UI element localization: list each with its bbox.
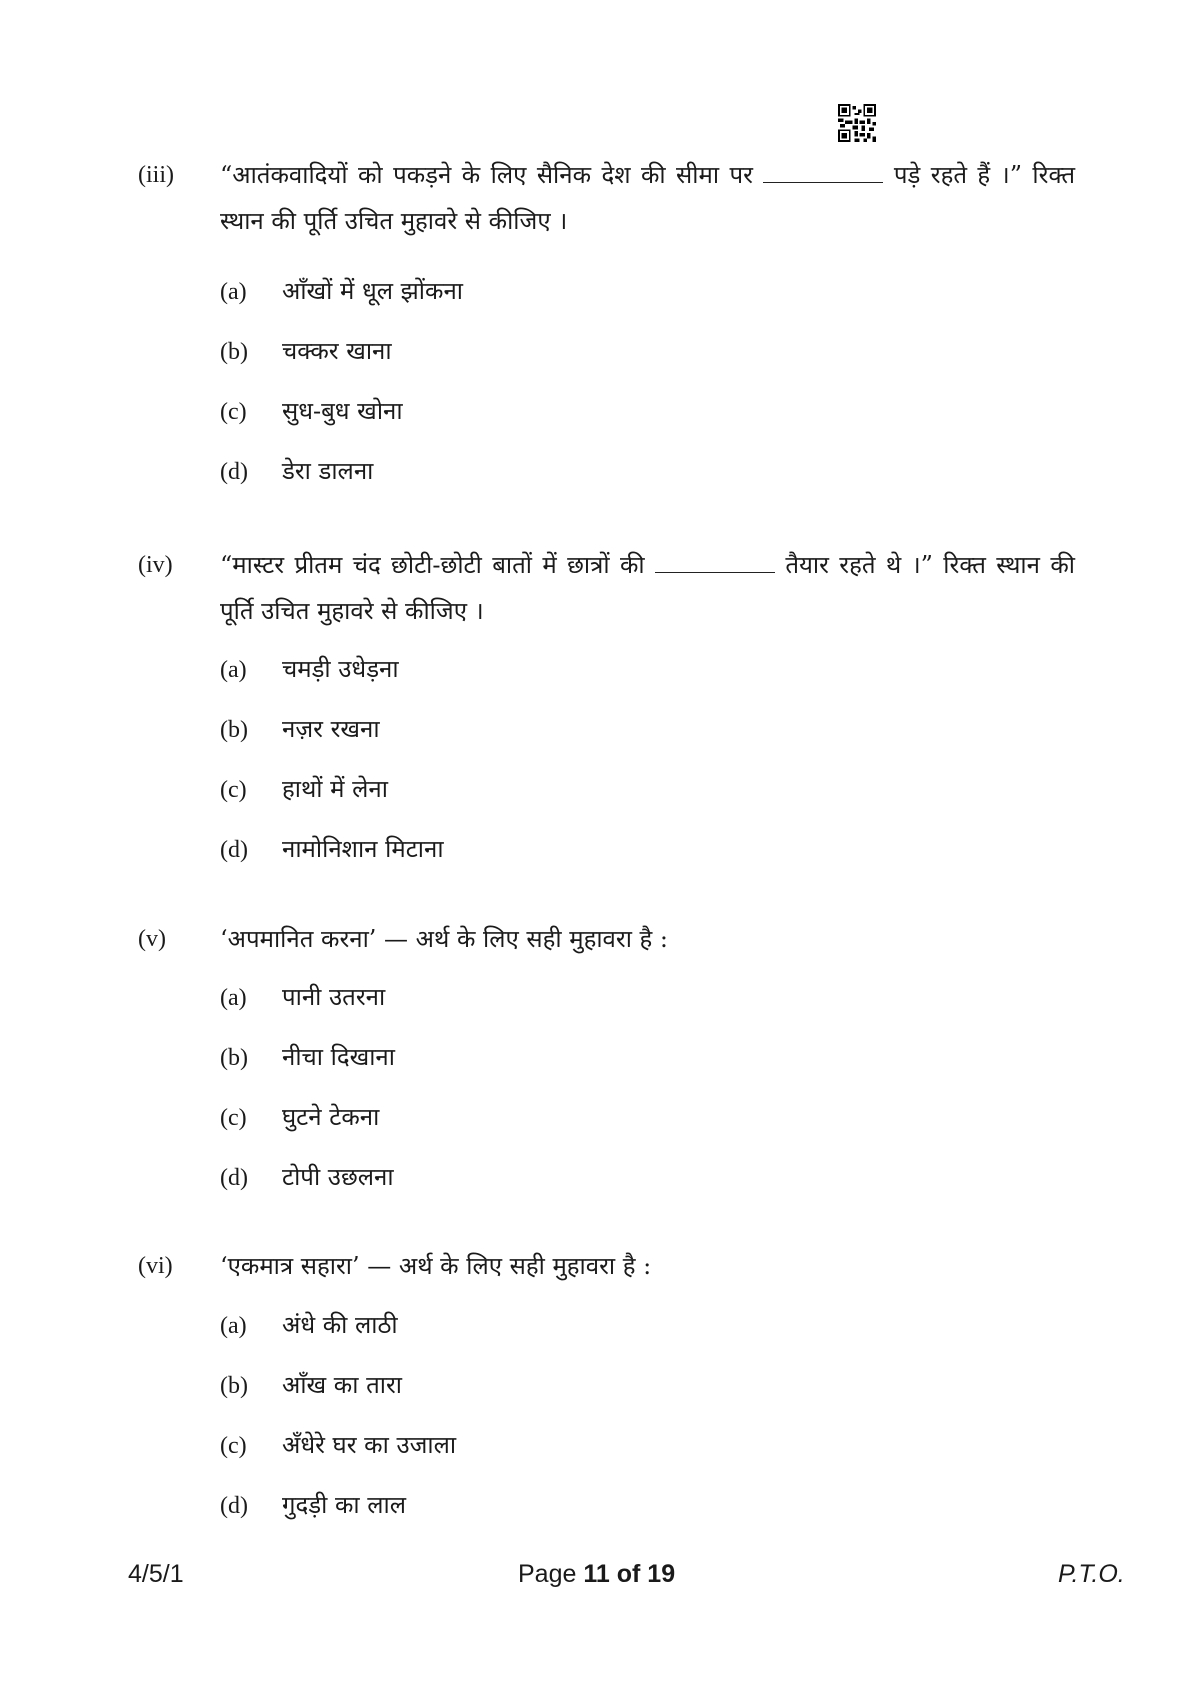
option-a: (a) आँखों में धूल झोंकना [220,277,463,305]
option-b: (b) नज़र रखना [220,715,380,743]
question-stem: ‘अपमानित करना’ — अर्थ के लिए सही मुहावरा है : [220,925,669,953]
question-stem: ‘एकमात्र सहारा’ — अर्थ के लिए सही मुहावरा है : [220,1252,652,1280]
option-d: (d) नामोनिशान मिटाना [220,835,444,863]
pto-label: P.T.O. [1058,1560,1125,1588]
option-a: (a) पानी उतरना [220,983,386,1011]
option-a: (a) अंधे की लाठी [220,1311,398,1339]
page-indicator: Page 11 of 19 [518,1560,676,1588]
fill-in-blank [655,552,775,573]
option-c: (c) अँधेरे घर का उजाला [220,1431,457,1459]
question-stem: “मास्टर प्रीतम चंद छोटी-छोटी बातों में छात्रों की तैयार रहते थे ।” रिक्त स्थान की पूर्ति उचित मुहावरे से कीजिए । [220,551,1075,625]
question-stem: “आतंकवादियों को पकड़ने के लिए सैनिक देश की सीमा पर पड़े रहते हैं ।” रिक्त स्थान की पूर्ति उचित मुहावरे से कीजिए । [220,161,1075,235]
option-d: (d) टोपी उछलना [220,1163,394,1191]
question-number: (iii) [138,162,174,188]
option-b: (b) चक्कर खाना [220,337,392,365]
option-c: (c) हाथों में लेना [220,775,388,803]
option-d: (d) गुदड़ी का लाल [220,1491,406,1519]
option-b: (b) नीचा दिखाना [220,1043,395,1071]
paper-code: 4/5/1 [128,1560,184,1588]
option-c: (c) घुटने टेकना [220,1103,380,1131]
option-a: (a) चमड़ी उधेड़ना [220,655,399,683]
question-number: (vi) [138,1253,173,1279]
option-d: (d) डेरा डालना [220,457,374,485]
question-number: (v) [138,926,166,952]
fill-in-blank [763,162,883,183]
qr-code-icon [838,104,876,142]
option-c: (c) सुध-बुध खोना [220,397,403,425]
option-b: (b) आँख का तारा [220,1371,402,1399]
question-number: (iv) [138,552,173,578]
